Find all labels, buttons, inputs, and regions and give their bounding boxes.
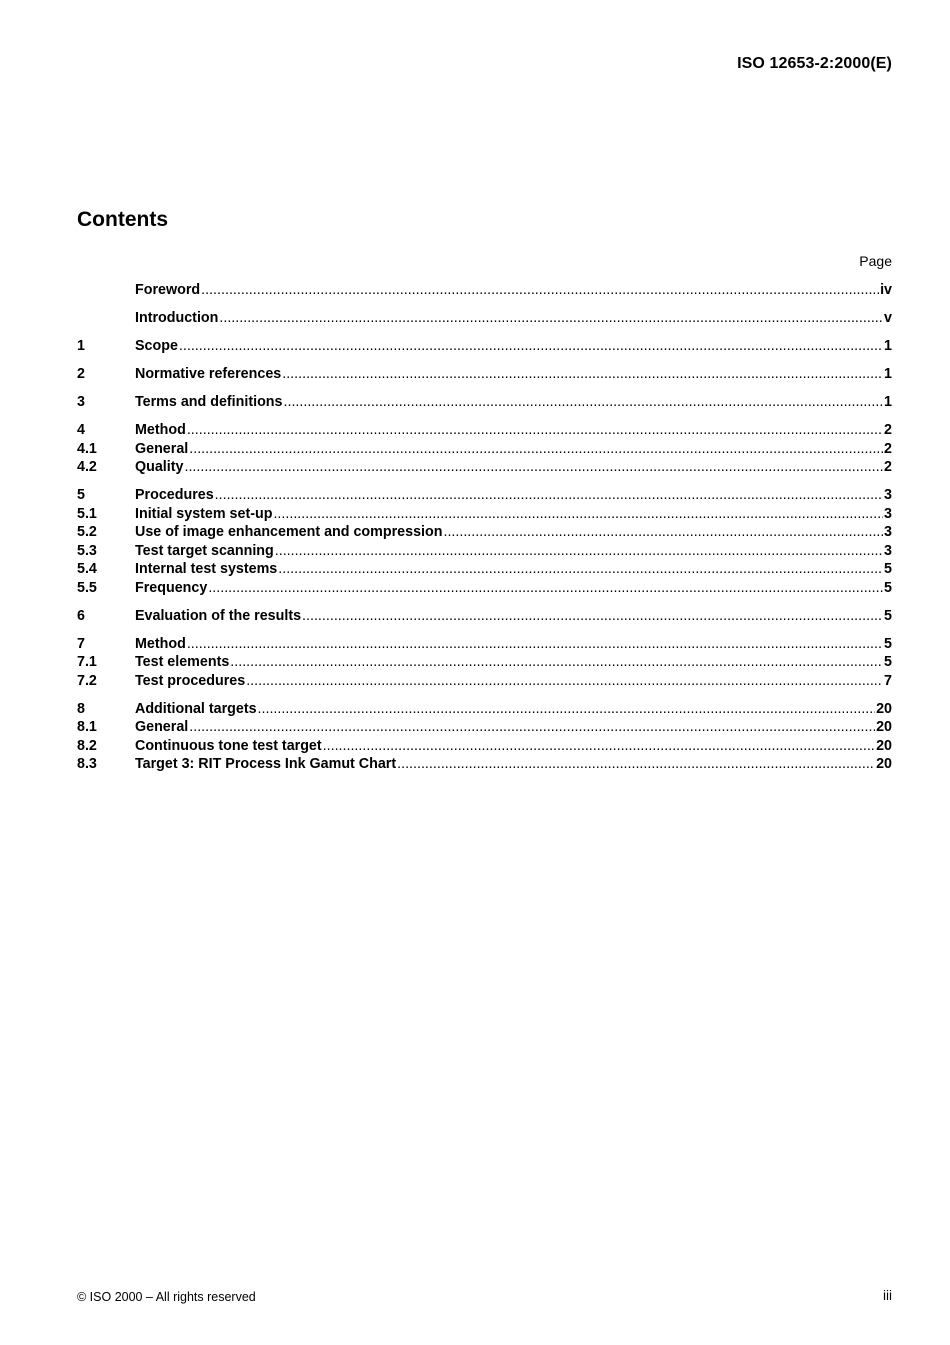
toc-entry-number: 1	[77, 338, 85, 354]
toc-entry-title[interactable]: Target 3: RIT Process Ink Gamut Chart	[135, 756, 397, 772]
toc-entry-number: 4.1	[77, 440, 97, 457]
toc-entry-page[interactable]: 5	[884, 607, 892, 624]
toc-entry[interactable]	[77, 506, 892, 525]
toc-entry-number: 4.2	[77, 459, 97, 475]
toc-entry-number: 5.5	[77, 579, 97, 596]
toc-entry-number: 5.2	[77, 524, 97, 540]
toc-entry-title[interactable]: Frequency	[135, 579, 208, 596]
toc-entry-number: 5.1	[77, 505, 97, 522]
toc-entry-title[interactable]: Normative references	[135, 366, 282, 382]
toc-dot-leader	[179, 338, 883, 354]
toc-entry-number: 5	[77, 487, 85, 503]
page-title: Contents	[77, 208, 168, 231]
toc-entry-page[interactable]: v	[884, 310, 892, 326]
toc-entry[interactable]	[77, 654, 892, 673]
toc-dot-leader	[189, 441, 883, 457]
toc-dot-leader	[219, 310, 883, 326]
toc-entry[interactable]	[77, 459, 892, 478]
toc-dot-leader	[246, 673, 883, 689]
toc-entry-page[interactable]: iv	[880, 282, 892, 298]
toc-entry-page[interactable]: 3	[884, 505, 892, 522]
toc-entry[interactable]	[77, 422, 892, 441]
toc-entry-title[interactable]: Initial system set-up	[135, 505, 273, 522]
toc-entry-page[interactable]: 5	[884, 579, 892, 596]
toc-entry-title[interactable]: Use of image enhancement and compression	[135, 524, 443, 540]
toc-entry-title[interactable]: Test procedures	[135, 672, 246, 689]
table-of-contents	[77, 282, 892, 775]
toc-entry[interactable]	[77, 608, 892, 627]
toc-entry-number: 5.4	[77, 561, 97, 577]
toc-entry-number: 8.2	[77, 737, 97, 754]
toc-entry-title[interactable]: Foreword	[135, 282, 201, 298]
toc-entry[interactable]	[77, 561, 892, 580]
toc-entry[interactable]	[77, 756, 892, 775]
toc-entry-page[interactable]: 7	[884, 672, 892, 689]
toc-entry-number: 3	[77, 394, 85, 410]
toc-dot-leader	[284, 394, 884, 410]
toc-entry-number: 7.2	[77, 672, 97, 689]
toc-dot-leader	[184, 459, 883, 475]
toc-entry-title[interactable]: Method	[135, 422, 186, 438]
toc-entry-number: 7.1	[77, 654, 97, 670]
toc-entry[interactable]	[77, 394, 892, 413]
toc-entry-page[interactable]: 20	[876, 756, 892, 772]
toc-entry-number: 2	[77, 366, 85, 382]
toc-dot-leader	[258, 701, 876, 717]
toc-dot-leader	[187, 636, 883, 652]
toc-entry[interactable]	[77, 366, 892, 385]
toc-entry[interactable]	[77, 543, 892, 562]
toc-entry-page[interactable]: 3	[884, 524, 892, 540]
page-column-label: Page	[859, 253, 892, 269]
toc-dot-leader	[397, 756, 875, 772]
toc-entry-title[interactable]: Additional targets	[135, 700, 257, 717]
toc-entry-title[interactable]: Test target scanning	[135, 542, 274, 559]
toc-entry-number: 4	[77, 422, 85, 438]
toc-entry-page[interactable]: 2	[884, 440, 892, 457]
toc-entry-page[interactable]: 1	[884, 394, 892, 410]
toc-entry-title[interactable]: Test elements	[135, 654, 230, 670]
toc-dot-leader	[275, 543, 883, 559]
toc-entry-title[interactable]: Scope	[135, 338, 178, 354]
toc-dot-leader	[187, 422, 883, 438]
toc-dot-leader	[189, 719, 875, 735]
toc-entry[interactable]	[77, 701, 892, 720]
toc-entry-number: 8.3	[77, 756, 97, 772]
toc-entry[interactable]	[77, 310, 892, 329]
toc-dot-leader	[282, 366, 883, 382]
toc-entry-page[interactable]: 2	[884, 422, 892, 438]
toc-entry-page[interactable]: 2	[884, 459, 892, 475]
toc-entry-title[interactable]: General	[135, 440, 189, 457]
toc-entry-number: 7	[77, 635, 85, 652]
toc-entry[interactable]	[77, 738, 892, 757]
toc-entry-title[interactable]: General	[135, 719, 189, 735]
toc-entry-page[interactable]: 20	[876, 719, 892, 735]
toc-entry[interactable]	[77, 441, 892, 460]
toc-entry-page[interactable]: 5	[884, 561, 892, 577]
toc-entry-title[interactable]: Procedures	[135, 487, 214, 503]
toc-entry-page[interactable]: 1	[884, 366, 892, 382]
toc-entry-page[interactable]: 5	[884, 635, 892, 652]
toc-dot-leader	[443, 524, 883, 540]
toc-entry-page[interactable]: 5	[884, 654, 892, 670]
toc-entry-title[interactable]: Terms and definitions	[135, 394, 283, 410]
toc-entry[interactable]	[77, 282, 892, 301]
toc-entry[interactable]	[77, 636, 892, 655]
toc-entry-page[interactable]: 20	[876, 700, 892, 717]
copyright-notice: © ISO 2000 – All rights reserved	[77, 1290, 256, 1304]
toc-dot-leader	[230, 654, 883, 670]
toc-entry-number: 8.1	[77, 719, 97, 735]
toc-dot-leader	[273, 506, 883, 522]
toc-entry[interactable]	[77, 524, 892, 543]
toc-entry-number: 8	[77, 700, 85, 717]
toc-entry[interactable]	[77, 580, 892, 599]
toc-dot-leader	[208, 580, 883, 596]
toc-dot-leader	[215, 487, 883, 503]
toc-entry-page[interactable]: 1	[884, 338, 892, 354]
toc-entry-title[interactable]: Internal test systems	[135, 561, 278, 577]
toc-dot-leader	[302, 608, 883, 624]
toc-entry-page[interactable]: 20	[876, 737, 892, 754]
toc-entry-title[interactable]: Quality	[135, 459, 184, 475]
toc-entry[interactable]	[77, 338, 892, 357]
toc-dot-leader	[278, 561, 883, 577]
footer-page-number: iii	[883, 1288, 892, 1303]
toc-entry-page[interactable]: 3	[884, 542, 892, 559]
toc-entry-page[interactable]: 3	[884, 487, 892, 503]
toc-entry[interactable]	[77, 719, 892, 738]
toc-dot-leader	[323, 738, 875, 754]
toc-dot-leader	[201, 282, 879, 298]
toc-entry-number: 6	[77, 607, 85, 624]
toc-entry-title[interactable]: Method	[135, 635, 186, 652]
toc-entry-title[interactable]: Continuous tone test target	[135, 737, 322, 754]
toc-entry-title[interactable]: Introduction	[135, 310, 219, 326]
toc-entry[interactable]	[77, 487, 892, 506]
toc-entry-number: 5.3	[77, 542, 97, 559]
toc-entry[interactable]	[77, 673, 892, 692]
document-code: ISO 12653-2:2000(E)	[737, 55, 892, 72]
toc-entry-title[interactable]: Evaluation of the results	[135, 607, 302, 624]
